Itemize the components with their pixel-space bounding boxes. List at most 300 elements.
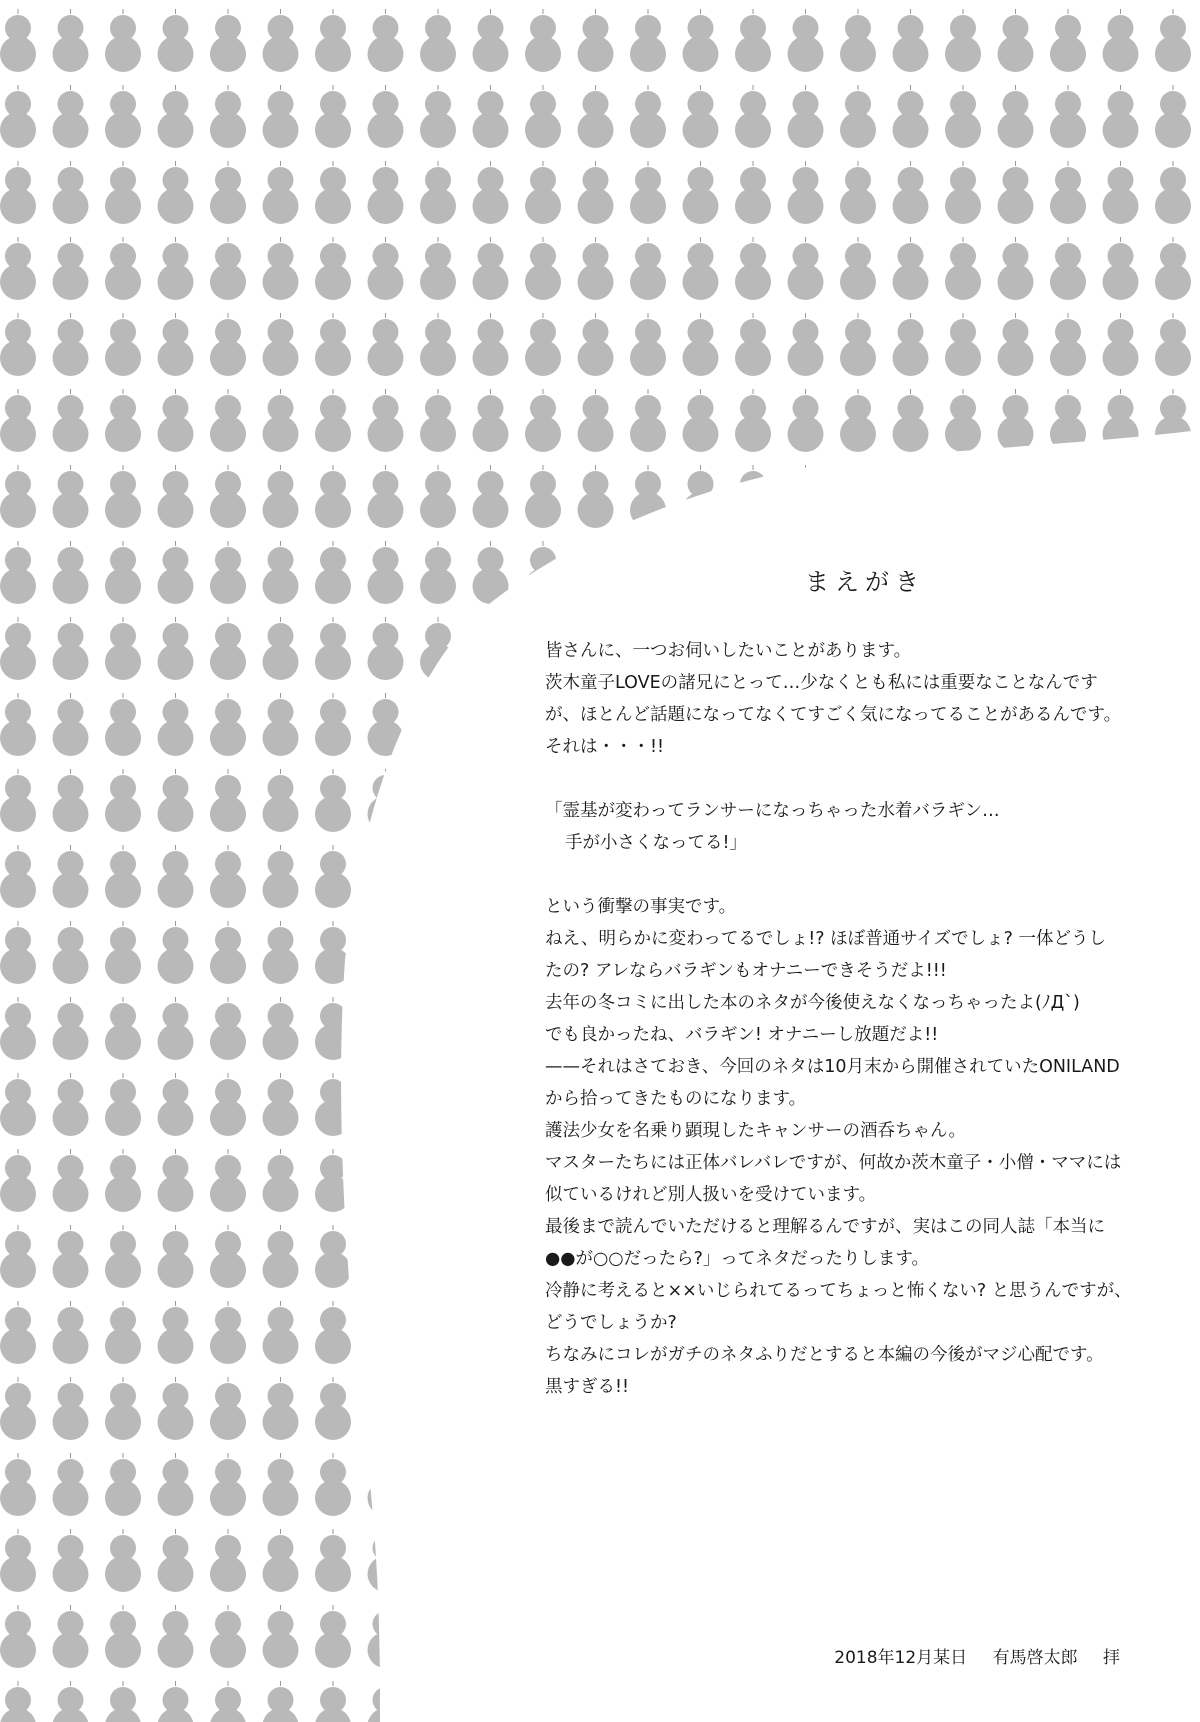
- gourd-shape: [1103, 1453, 1139, 1516]
- gourd-shape: [105, 769, 141, 832]
- gourd-shape: [315, 85, 351, 148]
- gourd-shape: [998, 161, 1034, 224]
- gourd-shape: [105, 389, 141, 452]
- gourd-shape: [210, 541, 246, 604]
- gourd-shape: [105, 237, 141, 300]
- gourd-shape: [158, 237, 194, 300]
- gourd-shape: [1050, 313, 1086, 376]
- gourd-shape: [210, 313, 246, 376]
- text-line: ねえ、明らかに変わってるでしょ!? ほぼ普通サイズでしょ? 一体どうし: [545, 929, 1107, 949]
- gourd-shape: [788, 1529, 824, 1592]
- signature-author: 有馬啓太郎: [992, 1648, 1078, 1668]
- gourd-shape: [1155, 465, 1191, 528]
- gourd-shape: [945, 85, 981, 148]
- gourd-shape: [525, 85, 561, 148]
- gourd-shape: [893, 465, 929, 528]
- gourd-shape: [683, 1529, 719, 1592]
- gourd-shape: [578, 237, 614, 300]
- gourd-shape: [473, 617, 509, 680]
- gourd-shape: [315, 1149, 351, 1212]
- gourd-shape: [105, 541, 141, 604]
- gourd-shape: [525, 465, 561, 528]
- gourd-shape: [315, 1681, 351, 1722]
- text-line: 茨木童子LOVEの諸兄にとって…少なくとも私には重要なことなんです: [545, 673, 1098, 693]
- gourd-shape: [263, 1681, 299, 1722]
- gourd-shape: [735, 1605, 771, 1668]
- gourd-shape: [473, 1453, 509, 1516]
- gourd-shape: [315, 465, 351, 528]
- gourd-shape: [840, 1681, 876, 1722]
- gourd-shape: [210, 693, 246, 756]
- gourd-shape: [53, 1301, 89, 1364]
- gourd-shape: [158, 161, 194, 224]
- gourd-shape: [105, 1149, 141, 1212]
- gourd-shape: [368, 617, 404, 680]
- gourd-shape: [1103, 389, 1139, 452]
- gourd-shape: [0, 1073, 36, 1136]
- gourd-shape: [683, 1681, 719, 1722]
- gourd-shape: [158, 389, 194, 452]
- gourd-shape: [630, 313, 666, 376]
- gourd-shape: [53, 617, 89, 680]
- gourd-shape: [368, 9, 404, 72]
- gourd-shape: [420, 1301, 456, 1364]
- gourd-shape: [998, 1681, 1034, 1722]
- text-line: 皆さんに、一つお伺いしたいことがあります。: [545, 641, 912, 661]
- gourd-shape: [263, 769, 299, 832]
- gourd-shape: [420, 1529, 456, 1592]
- gourd-shape: [1155, 997, 1191, 1060]
- gourd-shape: [158, 1225, 194, 1288]
- gourd-shape: [53, 769, 89, 832]
- gourd-shape: [578, 1453, 614, 1516]
- gourd-shape: [158, 1529, 194, 1592]
- gourd-shape: [210, 1529, 246, 1592]
- gourd-shape: [0, 1529, 36, 1592]
- gourd-shape: [630, 237, 666, 300]
- gourd-shape: [53, 1377, 89, 1440]
- gourd-shape: [53, 1681, 89, 1722]
- gourd-shape: [53, 1073, 89, 1136]
- gourd-shape: [893, 1529, 929, 1592]
- gourd-shape: [368, 541, 404, 604]
- gourd-shape: [0, 997, 36, 1060]
- gourd-shape: [263, 693, 299, 756]
- gourd-shape: [0, 389, 36, 452]
- signature: [834, 1643, 1120, 1668]
- text-line: ●●が○○だったら?」ってネタだったりします。: [545, 1249, 929, 1269]
- text-line: 最後まで読んでいただけると理解るんですが、実はこの同人誌「本当に: [545, 1217, 1105, 1237]
- gourd-shape: [578, 1681, 614, 1722]
- gourd-shape: [420, 1225, 456, 1288]
- gourd-shape: [1050, 1529, 1086, 1592]
- gourd-shape: [840, 389, 876, 452]
- gourd-shape: [630, 85, 666, 148]
- gourd-shape: [0, 465, 36, 528]
- gourd-shape: [630, 9, 666, 72]
- gourd-shape: [105, 465, 141, 528]
- gourd-shape: [315, 313, 351, 376]
- gourd-shape: [735, 9, 771, 72]
- gourd-shape: [420, 465, 456, 528]
- gourd-shape: [998, 237, 1034, 300]
- gourd-shape: [0, 769, 36, 832]
- gourd-shape: [630, 1453, 666, 1516]
- gourd-shape: [788, 1681, 824, 1722]
- gourd-shape: [105, 1453, 141, 1516]
- gourd-shape: [1050, 9, 1086, 72]
- paragraph-intro: [545, 635, 1145, 763]
- gourd-shape: [210, 921, 246, 984]
- gourd-shape: [788, 85, 824, 148]
- gourd-shape: [735, 1529, 771, 1592]
- gourd-shape: [368, 237, 404, 300]
- gourd-shape: [158, 617, 194, 680]
- gourd-shape: [105, 1073, 141, 1136]
- gourd-shape: [788, 1605, 824, 1668]
- gourd-shape: [525, 1681, 561, 1722]
- gourd-shape: [683, 389, 719, 452]
- gourd-shape: [578, 389, 614, 452]
- gourd-shape: [1103, 465, 1139, 528]
- gourd-shape: [1050, 465, 1086, 528]
- gourd-shape: [1050, 1453, 1086, 1516]
- gourd-shape: [578, 85, 614, 148]
- gourd-shape: [630, 389, 666, 452]
- gourd-shape: [683, 1605, 719, 1668]
- gourd-shape: [578, 465, 614, 528]
- gourd-shape: [420, 845, 456, 908]
- gourd-shape: [263, 161, 299, 224]
- gourd-shape: [53, 1453, 89, 1516]
- gourd-shape: [368, 389, 404, 452]
- paragraph-quote: [545, 795, 1145, 859]
- gourd-shape: [840, 1529, 876, 1592]
- gourd-shape: [105, 9, 141, 72]
- gourd-shape: [1103, 85, 1139, 148]
- gourd-shape: [1155, 845, 1191, 908]
- gourd-shape: [368, 1377, 404, 1440]
- gourd-shape: [1155, 921, 1191, 984]
- gourd-shape: [1050, 237, 1086, 300]
- gourd-shape: [840, 9, 876, 72]
- gourd-shape: [315, 769, 351, 832]
- gourd-shape: [263, 921, 299, 984]
- gourd-shape: [420, 1377, 456, 1440]
- gourd-shape: [0, 541, 36, 604]
- gourd-shape: [893, 9, 929, 72]
- gourd-shape: [473, 997, 509, 1060]
- gourd-shape: [945, 389, 981, 452]
- foreword-text-block: [545, 562, 1145, 1403]
- gourd-shape: [420, 997, 456, 1060]
- gourd-shape: [53, 997, 89, 1060]
- gourd-shape: [473, 921, 509, 984]
- gourd-shape: [998, 313, 1034, 376]
- gourd-shape: [630, 161, 666, 224]
- gourd-shape: [1155, 769, 1191, 832]
- gourd-shape: [368, 769, 404, 832]
- gourd-shape: [630, 1681, 666, 1722]
- gourd-shape: [893, 161, 929, 224]
- gourd-shape: [158, 465, 194, 528]
- gourd-shape: [263, 1225, 299, 1288]
- gourd-shape: [158, 313, 194, 376]
- gourd-shape: [473, 1605, 509, 1668]
- gourd-shape: [1155, 237, 1191, 300]
- gourd-shape: [158, 541, 194, 604]
- gourd-shape: [53, 541, 89, 604]
- gourd-shape: [210, 1149, 246, 1212]
- gourd-shape: [105, 1529, 141, 1592]
- gourd-shape: [473, 389, 509, 452]
- gourd-shape: [0, 1453, 36, 1516]
- gourd-shape: [788, 389, 824, 452]
- gourd-shape: [263, 845, 299, 908]
- paragraph-body: [545, 891, 1145, 1403]
- gourd-shape: [788, 313, 824, 376]
- gourd-shape: [473, 9, 509, 72]
- gourd-shape: [998, 85, 1034, 148]
- gourd-shape: [473, 465, 509, 528]
- gourd-shape: [210, 1225, 246, 1288]
- gourd-shape: [525, 1605, 561, 1668]
- text-line: どうでしょうか?: [545, 1313, 677, 1333]
- gourd-shape: [315, 617, 351, 680]
- gourd-shape: [473, 845, 509, 908]
- gourd-shape: [1155, 389, 1191, 452]
- gourd-shape: [158, 1301, 194, 1364]
- gourd-shape: [578, 1529, 614, 1592]
- gourd-shape: [210, 997, 246, 1060]
- gourd-shape: [630, 1529, 666, 1592]
- gourd-shape: [105, 1681, 141, 1722]
- gourd-shape: [368, 465, 404, 528]
- gourd-shape: [1050, 1681, 1086, 1722]
- gourd-shape: [158, 1073, 194, 1136]
- gourd-shape: [735, 465, 771, 528]
- gourd-shape: [158, 1377, 194, 1440]
- gourd-shape: [735, 161, 771, 224]
- gourd-shape: [368, 1529, 404, 1592]
- gourd-shape: [893, 1453, 929, 1516]
- gourd-shape: [0, 1149, 36, 1212]
- gourd-shape: [53, 693, 89, 756]
- gourd-shape: [525, 389, 561, 452]
- gourd-shape: [420, 1453, 456, 1516]
- gourd-shape: [368, 1453, 404, 1516]
- gourd-shape: [0, 1605, 36, 1668]
- gourd-shape: [210, 465, 246, 528]
- text-line: 黒すぎる!!: [545, 1377, 630, 1397]
- gourd-shape: [0, 1301, 36, 1364]
- gourd-shape: [368, 85, 404, 148]
- gourd-shape: [263, 541, 299, 604]
- gourd-shape: [630, 465, 666, 528]
- gourd-shape: [525, 9, 561, 72]
- gourd-shape: [368, 1605, 404, 1668]
- gourd-shape: [473, 1681, 509, 1722]
- gourd-shape: [210, 1681, 246, 1722]
- gourd-shape: [735, 85, 771, 148]
- gourd-shape: [893, 313, 929, 376]
- gourd-shape: [210, 1073, 246, 1136]
- gourd-shape: [420, 541, 456, 604]
- gourd-shape: [105, 85, 141, 148]
- gourd-shape: [0, 693, 36, 756]
- gourd-shape: [788, 9, 824, 72]
- gourd-shape: [525, 1453, 561, 1516]
- gourd-shape: [105, 1377, 141, 1440]
- gourd-shape: [210, 769, 246, 832]
- gourd-shape: [630, 1605, 666, 1668]
- gourd-shape: [210, 85, 246, 148]
- gourd-shape: [263, 237, 299, 300]
- gourd-shape: [105, 313, 141, 376]
- gourd-shape: [945, 1529, 981, 1592]
- gourd-shape: [0, 313, 36, 376]
- gourd-shape: [158, 1149, 194, 1212]
- gourd-shape: [1155, 617, 1191, 680]
- gourd-shape: [53, 389, 89, 452]
- gourd-shape: [1103, 9, 1139, 72]
- gourd-shape: [263, 1453, 299, 1516]
- gourd-shape: [525, 161, 561, 224]
- gourd-shape: [840, 161, 876, 224]
- gourd-shape: [105, 693, 141, 756]
- gourd-shape: [525, 1529, 561, 1592]
- gourd-shape: [53, 237, 89, 300]
- text-line: 護法少女を名乗り顕現したキャンサーの酒呑ちゃん。: [545, 1121, 967, 1141]
- gourd-shape: [158, 1453, 194, 1516]
- gourd-shape: [1155, 1149, 1191, 1212]
- gourd-shape: [735, 1453, 771, 1516]
- page-title: まえがき: [805, 568, 925, 596]
- gourd-shape: [788, 237, 824, 300]
- gourd-shape: [315, 1377, 351, 1440]
- gourd-shape: [368, 997, 404, 1060]
- gourd-shape: [683, 313, 719, 376]
- gourd-shape: [420, 617, 456, 680]
- gourd-shape: [473, 769, 509, 832]
- gourd-shape: [473, 1149, 509, 1212]
- gourd-shape: [1103, 1681, 1139, 1722]
- gourd-shape: [945, 1681, 981, 1722]
- gourd-shape: [1050, 85, 1086, 148]
- gourd-shape: [683, 1453, 719, 1516]
- gourd-shape: [315, 541, 351, 604]
- gourd-shape: [420, 237, 456, 300]
- gourd-shape: [578, 9, 614, 72]
- gourd-shape: [473, 1301, 509, 1364]
- gourd-shape: [998, 9, 1034, 72]
- gourd-shape: [210, 389, 246, 452]
- gourd-shape: [105, 1605, 141, 1668]
- gourd-shape: [735, 313, 771, 376]
- gourd-shape: [263, 465, 299, 528]
- gourd-shape: [0, 1681, 36, 1722]
- gourd-shape: [893, 237, 929, 300]
- gourd-shape: [420, 1605, 456, 1668]
- gourd-shape: [473, 693, 509, 756]
- gourd-shape: [158, 85, 194, 148]
- text-line: 去年の冬コミに出した本のネタが今後使えなくなっちゃったよ(ﾉД`): [545, 993, 1080, 1013]
- gourd-shape: [105, 617, 141, 680]
- gourd-shape: [158, 1681, 194, 1722]
- gourd-shape: [210, 1453, 246, 1516]
- text-line: ——それはさておき、今回のネタは10月末から開催されていたONILAND: [545, 1057, 1120, 1077]
- gourd-shape: [53, 161, 89, 224]
- gourd-shape: [53, 9, 89, 72]
- gourd-shape: [1155, 1301, 1191, 1364]
- gourd-shape: [368, 1301, 404, 1364]
- gourd-shape: [53, 85, 89, 148]
- text-line: マスターたちには正体バレバレですが、何故か茨木童子・小僧・ママには: [545, 1153, 1122, 1173]
- gourd-shape: [53, 921, 89, 984]
- gourd-shape: [945, 1453, 981, 1516]
- gourd-shape: [998, 465, 1034, 528]
- gourd-shape: [840, 1453, 876, 1516]
- gourd-shape: [263, 1073, 299, 1136]
- gourd-shape: [788, 161, 824, 224]
- gourd-shape: [158, 921, 194, 984]
- gourd-shape: [578, 161, 614, 224]
- gourd-shape: [893, 389, 929, 452]
- gourd-shape: [158, 693, 194, 756]
- gourd-shape: [158, 997, 194, 1060]
- gourd-shape: [420, 85, 456, 148]
- gourd-shape: [735, 1681, 771, 1722]
- gourd-shape: [735, 237, 771, 300]
- gourd-shape: [368, 693, 404, 756]
- text-line: 「霊基が変わってランサーになっちゃった水着バラギン…: [545, 801, 1000, 821]
- gourd-shape: [105, 161, 141, 224]
- gourd-shape: [420, 389, 456, 452]
- gourd-shape: [420, 693, 456, 756]
- gourd-shape: [683, 9, 719, 72]
- gourd-shape: [420, 161, 456, 224]
- gourd-shape: [735, 389, 771, 452]
- paragraph-gap: [545, 763, 1145, 795]
- gourd-shape: [105, 1225, 141, 1288]
- gourd-shape: [473, 85, 509, 148]
- gourd-shape: [683, 161, 719, 224]
- gourd-shape: [315, 845, 351, 908]
- gourd-shape: [315, 237, 351, 300]
- gourd-shape: [1155, 1529, 1191, 1592]
- gourd-shape: [263, 997, 299, 1060]
- gourd-shape: [210, 845, 246, 908]
- gourd-shape: [945, 161, 981, 224]
- gourd-shape: [1050, 389, 1086, 452]
- gourd-shape: [1155, 85, 1191, 148]
- gourd-shape: [210, 237, 246, 300]
- signature-closing: 拝: [1103, 1648, 1120, 1668]
- gourd-shape: [315, 997, 351, 1060]
- gourd-shape: [158, 9, 194, 72]
- gourd-shape: [315, 389, 351, 452]
- gourd-shape: [473, 237, 509, 300]
- gourd-shape: [105, 845, 141, 908]
- gourd-shape: [473, 1377, 509, 1440]
- gourd-shape: [1155, 1377, 1191, 1440]
- gourd-shape: [998, 1453, 1034, 1516]
- gourd-shape: [263, 1301, 299, 1364]
- gourd-shape: [1155, 1605, 1191, 1668]
- gourd-shape: [1155, 9, 1191, 72]
- gourd-shape: [420, 1681, 456, 1722]
- gourd-shape: [210, 1377, 246, 1440]
